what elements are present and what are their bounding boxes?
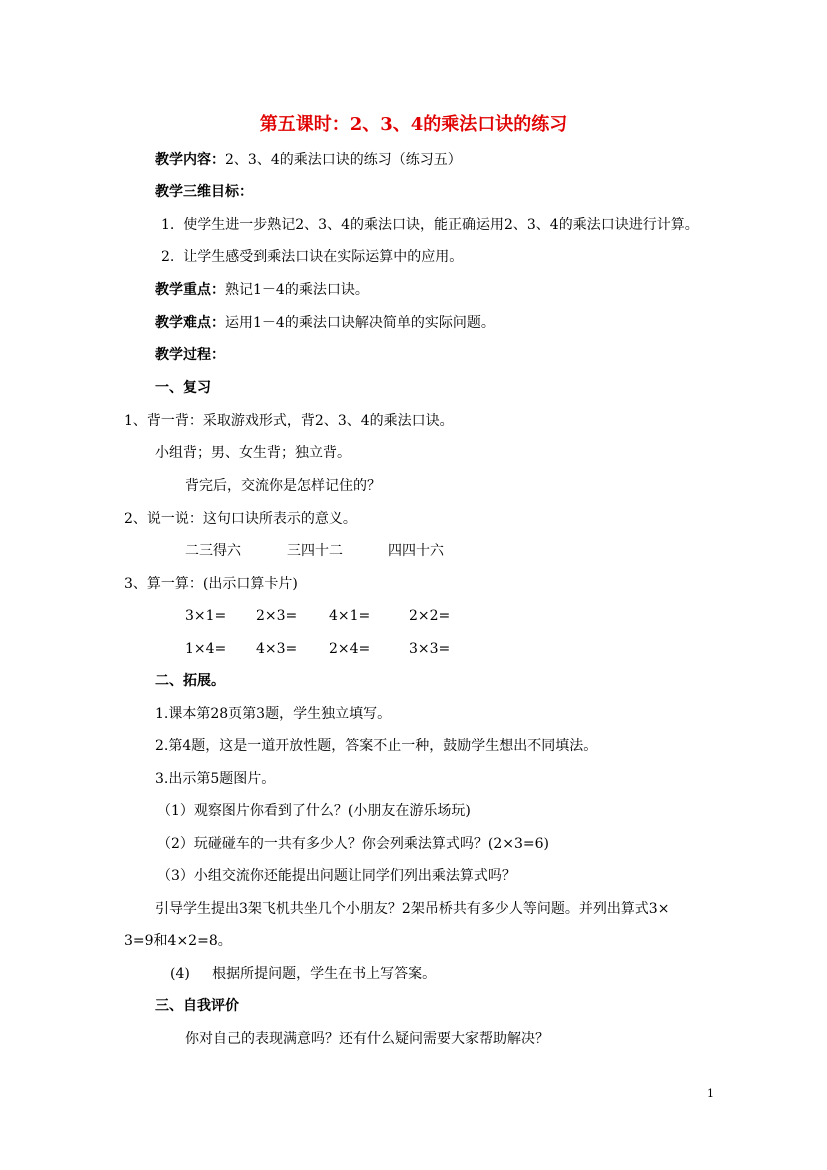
- section2-heading: 二、拓展。: [155, 673, 225, 689]
- review-item-2: 2、说一说：这句口诀所表示的意义。: [124, 511, 357, 527]
- page-number: 1: [707, 1087, 714, 1100]
- review-item-1-sub: 小组背；男、女生背；独立背。: [155, 445, 351, 461]
- goal-item-1-num: 1.: [161, 217, 175, 233]
- calc-card: 2×2=: [409, 608, 451, 624]
- goals-heading: 教学三维目标：: [155, 184, 253, 200]
- difficulty-text: 运用1－4的乘法口诀解决简单的实际问题。: [225, 315, 495, 331]
- guide-line-1: 引导学生提出3架飞机共坐几个小朋友？2架吊桥共有多少人等问题。并列出算式3×: [155, 901, 670, 917]
- question-4-number: (4): [170, 966, 190, 982]
- goal-item-1-text: 使学生进一步熟记2、3、4的乘法口诀，能正确运用2、3、4的乘法口诀进行计算。: [183, 217, 699, 233]
- review-item-1-question: 背完后，交流你是怎样记住的？: [185, 478, 381, 494]
- review-item-3: 3、算一算：(出示口算卡片): [124, 576, 298, 592]
- content-text: 2、3、4的乘法口诀的练习（练习五）: [225, 152, 462, 168]
- calc-card: 2×4=: [329, 641, 371, 657]
- goal-item-2: [161, 247, 463, 267]
- calc-card: 1×4=: [185, 641, 227, 657]
- key-point-line: [155, 280, 369, 300]
- question-4: [170, 964, 436, 984]
- self-evaluation-text: 你对自己的表现满意吗？还有什么疑问需要大家帮助解决？: [185, 1031, 549, 1047]
- extend-paragraph-1: 1.课本第28页第3题，学生独立填写。: [155, 706, 392, 722]
- section3-heading: 三、自我评价: [155, 998, 239, 1014]
- phrase: 二三得六: [185, 543, 241, 559]
- calc-card: 2×3=: [256, 608, 298, 624]
- question-1: （1）观察图片你看到了什么？(小朋友在游乐场玩): [157, 803, 471, 819]
- extend-paragraph-2: 2.第4题，这是一道开放性题，答案不止一种，鼓励学生想出不同填法。: [155, 738, 598, 754]
- section1-heading: 一、复习: [155, 380, 211, 396]
- review-item-1: 1、背一背：采取游戏形式，背2、3、4的乘法口诀。: [124, 413, 454, 429]
- extend-paragraph-3: 3.出示第5题图片。: [155, 771, 276, 787]
- difficulty-label: 教学难点：: [155, 315, 225, 331]
- key-point-label: 教学重点：: [155, 282, 225, 298]
- phrase: 四四十六: [388, 543, 444, 559]
- question-4-text: 根据所提问题，学生在书上写答案。: [212, 966, 437, 982]
- content-line: [155, 150, 462, 170]
- content-label: 教学内容：: [155, 152, 225, 168]
- goal-item-2-text: 让学生感受到乘法口诀在实际运算中的应用。: [183, 249, 464, 265]
- goal-item-2-num: 2.: [161, 249, 175, 265]
- calc-card: 3×3=: [409, 641, 451, 657]
- calc-card: 3×1=: [185, 608, 227, 624]
- process-heading: 教学过程：: [155, 347, 225, 363]
- guide-line-2: 3=9和4×2=8。: [124, 933, 232, 949]
- key-point-text: 熟记1－4的乘法口诀。: [225, 282, 369, 298]
- phrase: 三四十二: [287, 543, 343, 559]
- calc-card: 4×1=: [329, 608, 371, 624]
- goal-item-1: [161, 215, 699, 235]
- page-title: 第五课时：2、3、4的乘法口诀的练习: [259, 114, 568, 135]
- calc-card: 4×3=: [256, 641, 298, 657]
- question-2: （2）玩碰碰车的一共有多少人？你会列乘法算式吗？(2×3=6): [157, 836, 550, 852]
- difficulty-line: [155, 313, 495, 333]
- question-3: （3）小组交流你还能提出问题让同学们列出乘法算式吗？: [157, 868, 516, 884]
